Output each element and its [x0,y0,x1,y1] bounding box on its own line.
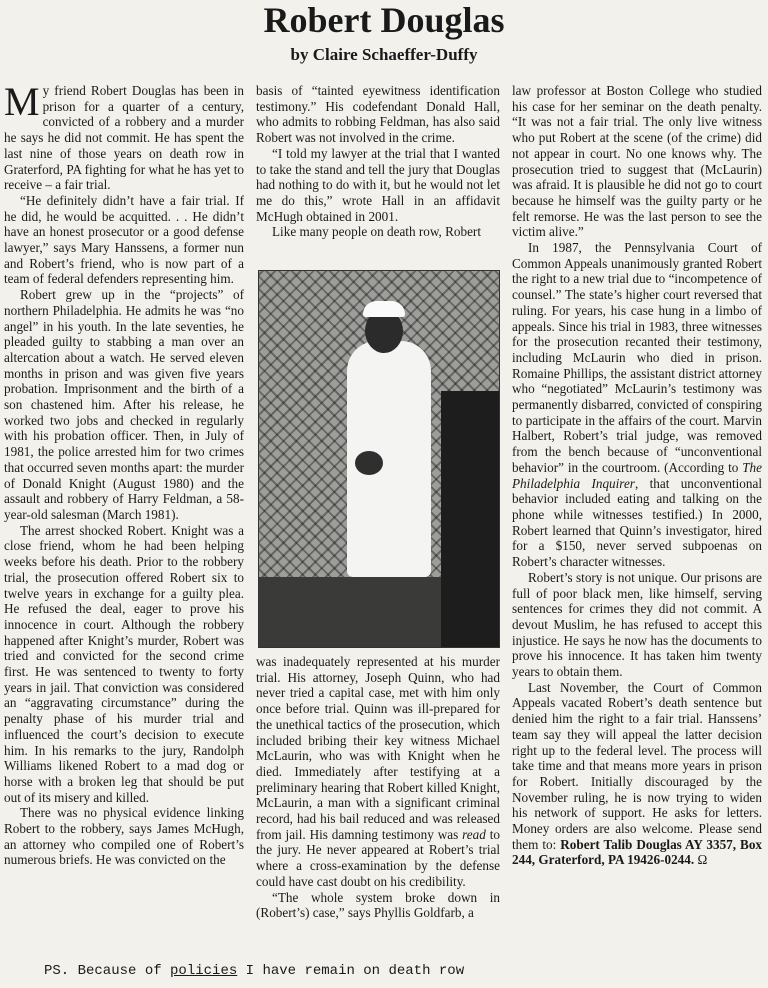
portrait-photo [258,270,500,648]
dark-doorway [441,391,499,647]
paragraph: “The whole system broke down in (Robert’s) case,” says Phyllis Goldfarb, a [256,889,500,921]
paragraph: basis of “tainted eyewitness identification testimony.” His codefendant Donald Hall, who admits to robbing Feldman, has also said Robert was not involved in the crime. [256,83,500,146]
column-2-bottom [256,654,500,921]
paragraph: “He definitely didn’t have a fair trial. If he did, he would be acquitted. . . He didn’t have an honest prosecutor or a good defense lawyer,” says Mary Hanssens, a former nun and Robert’s friend, who is now part of a team of federal defenders representing him. [4,192,244,287]
kufi-cap [363,301,405,317]
column-2-top [256,83,500,291]
paragraph: law professor at Boston College who studied his case for her seminar on the death penalty. “It was not a fair trial. The only live witness who put Robert at the scene (of the crime) did not appear in court. No one knows why. The prosecution tried to suggest that (McLaurin) was afraid. It is plausible he did not go to court because he himself was the guilty party or he felt remorse. He was the last person to see the victim alive.” [512,83,762,240]
paragraph: Like many people on death row, Robert [272,224,481,240]
person-hand [355,451,383,475]
paragraph: My friend Robert Douglas has been in prison for a quarter of a century, convicted of a robbery and a murder he says he did not commit. He has spent the last nine of those years on death row in Graterford, PA fighting for what he has yet to receive – a fair trial. [4,79,244,193]
paragraph: Last November, the Court of Common Appeals vacated Robert’s death sentence but denied him the right to a fair trial. Hanssens’ team say they will appeal the latter decision right up to the federal level. The process will take time and that means more years in prison for Robert. Initially discouraged by the November ruling, he is now trying to widen his network of support. He asks for letters. Money orders are also welcome. Please send them to: Robert Talib Douglas AY 3357, Box 244, Graterford, PA 19426-0244. Ω [512,679,763,868]
byline: by Claire Schaeffer-Duffy [290,45,478,64]
column-1 [4,79,244,868]
paragraph: was inadequately represented at his murder trial. His attorney, Joseph Quinn, who had never tried a capital case, met with him only once before trial. Quinn was ill-prepared for the unethical tactics of the prosecution, which included bribing their key witness Michael McLaurin, who was with Knight when he died. Immediately after testifying at a preliminary hearing that Robert killed Knight, McLaurin, a man with a significant criminal record, had his bail reduced and was released from jail. His damning testimony was read to the jury. He never appeared at Robert’s trial where a cross-examination by the defense could have cast doubt on his credibility. [256,654,500,889]
paragraph: In 1987, the Pennsylvania Court of Common Appeals unanimously granted Robert the right to a new trial due to “incompetence of counsel.” The state’s higher court reversed that ruling. For years, his case hung in a limbo of appeals. Since his trial in 1983, three witnesses for the prosecution recanted their testimony, including McLaurin who died in prison. Romaine Phillips, the assistant district attorney who “negotiated” McLaurin’s testimony was permanently disbarred, convicted of conspiring to participate in the affairs of the court. Marvin Halbert, Robert’s trial judge, was removed from the bench because of “unconventional behavior” in the courtroom. (According to The Philadelphia Inquirer, that unconventional behavior included eating and talking on the phone while witnesses testified.) In 2000, Robert learned that Quinn’s investigator, hired for a $150, never served subpoenas on Robert’s character witnesses. [512,240,762,570]
mailing-address: Robert Talib Douglas AY 3357, Box 244, Graterford, PA 19426-0244. [512,836,763,868]
paragraph: Robert grew up in the “projects” of northern Philadelphia. He admits he was “no angel” in his youth. In the late seventies, he pleaded guilty to stabbing a man over an altercation about a watch. He served eleven months in prison and was given five years probation. Imprisonment and the birth of a son chastened him. After his release, he worked two jobs and checked in regularly with his probation officer. Then, in July of 1981, the police arrested him for two crimes that occurred seven months apart: the murder of Donald Knight (August 1980) and the assault and robbery of Harry Feldman, a 58-year-old salesman (March 1981). [4,287,244,522]
end-mark: Ω [697,852,708,868]
article-title: Robert Douglas [263,0,505,40]
paragraph: “I told my lawyer at the trial that I wanted to take the stand and tell the jury that Douglas had nothing to do with it, but he would not let me do this,” wrote Hall in an affidavit McHugh obtained in 2001. [256,145,500,224]
column-3 [512,83,762,868]
paragraph: Robert’s story is not unique. Our prisons are full of poor black men, like himself, serving sentences for crimes they did not commit. A devout Muslim, he has refused to accept this injustice. He says he now has the documents to prove his innocence. It has taken him twenty years to obtain them. [512,569,762,680]
paragraph: The arrest shocked Robert. Knight was a close friend, whom he had been helping weeks before his death. Prior to the robbery trial, the prosecution offered Robert six to twelve years in exchange for a guilty plea. He refused the deal, eager to prove his innocence in court. Although the robbery happened after Knight’s murder, Robert was tried and convicted for the second crime first. He was sentenced to twenty to forty years in jail. That conviction was considered an “aggravating circumstance” during the penalty phase of his murder trial and influenced the court’s decision to execute him. In his remarks to the jury, Randolph Williams likened Robert to a mad dog or horse with a broken leg that should be put out of its misery and killed. [4,522,244,805]
drop-cap: M [4,79,40,124]
handwritten-postscript: PS. Because of policies I have remain on death row [44,963,465,979]
paragraph: There was no physical evidence linking Robert to the robbery, says James McHugh, an attorney who compiled one of Robert’s numerous briefs. He was convicted on the [4,805,244,868]
